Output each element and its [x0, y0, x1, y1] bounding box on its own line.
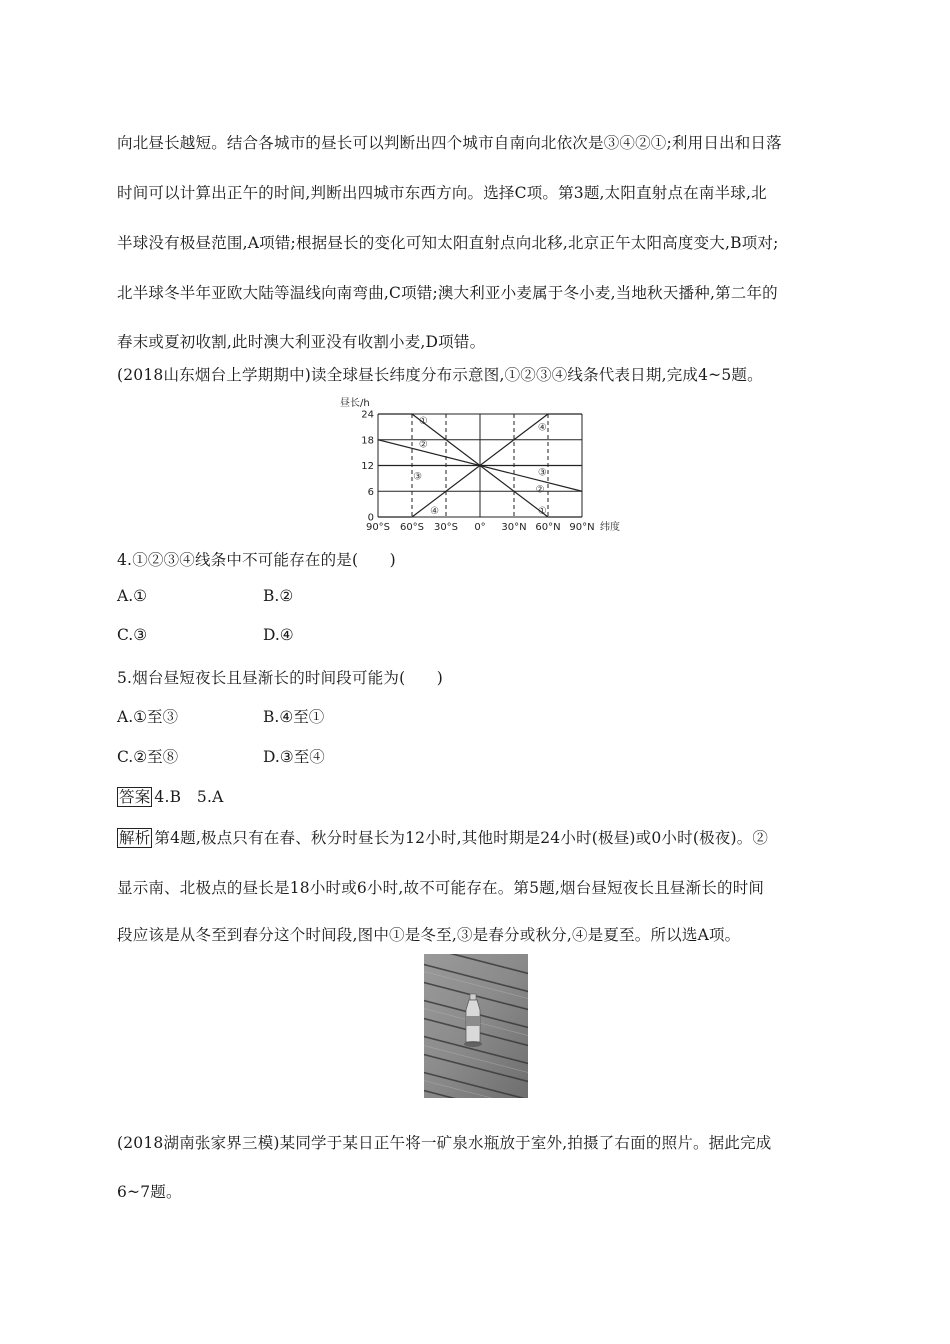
series-label: ②: [535, 484, 545, 496]
paragraph-line: 向北昼长越短。结合各城市的昼长可以判断出四个城市自南向北依次是③④②①;利用日出和日落: [117, 134, 782, 152]
q5-option-a[interactable]: A.①至③: [117, 708, 179, 726]
analysis-tag: 解析: [119, 829, 151, 847]
day-length-chart: [340, 395, 620, 537]
y-tick-label: 6: [367, 486, 374, 498]
q4-stem: 4.①②③④线条中不可能存在的是( ): [117, 551, 396, 569]
series-label: ①: [537, 506, 547, 518]
series-label: ④: [537, 422, 547, 434]
series-label: ④: [430, 506, 440, 518]
y-tick-label: 12: [361, 461, 374, 472]
analysis-line: 段应该是从冬至到春分这个时间段,图中①是冬至,③是春分或秋分,④是夏至。所以选A项。: [117, 926, 741, 944]
series-label: ①: [418, 415, 428, 427]
chart-ylabel: 昼长/h: [340, 398, 370, 409]
q4-option-d[interactable]: D.④: [263, 626, 294, 644]
series-label: ③: [537, 467, 547, 479]
question-intro: 6~7题。: [117, 1183, 182, 1201]
q5-option-b[interactable]: B.④至①: [263, 708, 325, 726]
question-intro: (2018山东烟台上学期期中)读全球昼长纬度分布示意图,①②③④线条代表日期,完成4~5题。: [117, 366, 763, 384]
paragraph-line: 时间可以计算出正午的时间,判断出四城市东西方向。选择C项。第3题,太阳直射点在南半球,北: [117, 184, 767, 202]
chart-xlabel: 纬度: [600, 522, 620, 533]
x-tick-label: 30°N: [501, 522, 527, 533]
paragraph-line: 北半球冬半年亚欧大陆等温线向南弯曲,C项错;澳大利亚小麦属于冬小麦,当地秋天播种,第二年的: [117, 284, 778, 302]
x-tick-label: 90°S: [365, 522, 391, 533]
analysis-text: 第4题,极点只有在春、秋分时昼长为12小时,其他时期是24小时(极昼)或0小时(极夜)。②: [154, 829, 769, 847]
y-tick-label: 18: [361, 435, 374, 447]
answer-line: [117, 785, 223, 807]
series-label: ③: [413, 471, 423, 483]
q5-option-d[interactable]: D.③至④: [263, 748, 325, 766]
x-tick-label: 30°S: [433, 522, 459, 533]
question-intro: (2018湖南张家界三模)某同学于某日正午将一矿泉水瓶放于室外,拍摄了右面的照片。据此完成: [117, 1134, 772, 1152]
q4-option-c[interactable]: C.③: [117, 626, 148, 644]
paragraph-line: 半球没有极昼范围,A项错;根据昼长的变化可知太阳直射点向北移,北京正午太阳高度变大,B项对;: [117, 234, 779, 252]
y-tick-label: 0: [367, 512, 374, 524]
q5-option-c[interactable]: C.②至⑧: [117, 748, 179, 766]
q5-stem: 5.烟台昼短夜长且昼渐长的时间段可能为( ): [117, 669, 443, 687]
bottle-photo: [424, 954, 528, 1098]
q4-option-a[interactable]: A.①: [117, 587, 148, 605]
y-tick-label: 24: [361, 409, 374, 421]
paragraph-line: 春末或夏初收割,此时澳大利亚没有收割小麦,D项错。: [117, 333, 486, 351]
analysis-line: [117, 826, 768, 848]
answer-tag: 答案: [119, 788, 151, 806]
analysis-line: 显示南、北极点的昼长是18小时或6小时,故不可能存在。第5题,烟台昼短夜长且昼渐长的时间: [117, 879, 765, 897]
series-label: ②: [418, 439, 428, 451]
answer-text: 4.B 5.A: [154, 788, 224, 806]
x-tick-label: 60°S: [399, 522, 425, 533]
x-tick-label: 60°N: [535, 522, 561, 533]
chart-svg: [340, 395, 620, 537]
x-tick-label: 0°: [474, 522, 486, 533]
q4-option-b[interactable]: B.②: [263, 587, 294, 605]
x-tick-label: 90°N: [569, 522, 595, 533]
